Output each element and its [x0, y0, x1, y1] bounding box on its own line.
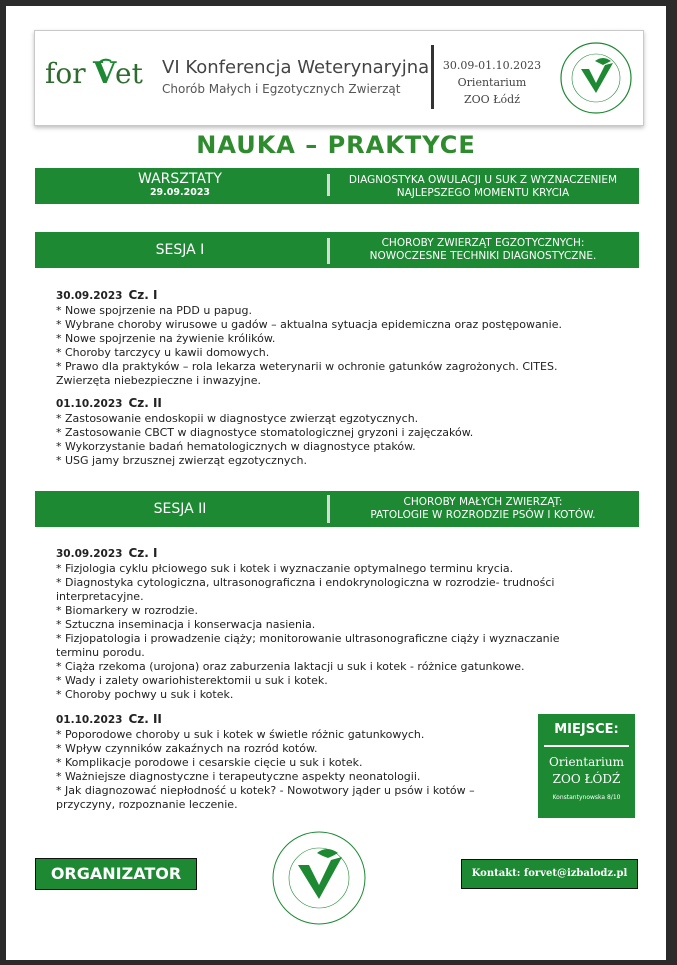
list-item: interpretacyjne. — [56, 590, 144, 603]
list-item: * Biomarkery w rozrodzie. — [56, 604, 198, 617]
list-item: * Ciąża rzekoma (urojona) oraz zaburzenia laktacji u suk i kotek - różnice gatunkowe. — [56, 660, 525, 673]
poster-page — [6, 6, 666, 960]
organizer-seal-icon — [270, 829, 368, 927]
sesja1-part1-heading — [56, 288, 586, 303]
izba-seal-icon — [559, 41, 633, 115]
header-divider — [431, 45, 434, 109]
list-item: * Choroby pochwy u suk i kotek. — [56, 688, 234, 701]
sesja1-part2-heading — [56, 396, 586, 411]
forvet-logo — [45, 53, 155, 101]
main-title: NAUKA – PRAKTYCE — [196, 131, 476, 159]
venue-name: Orientarium — [549, 755, 624, 769]
sesja2-part1 — [56, 546, 586, 702]
sesja1-topic-line1: CHOROBY ZWIERZĄT EGZOTYCZNYCH: — [381, 237, 585, 249]
warsztaty-topic-line2: NAJLEPSZEGO MOMENTU KRYCIA — [396, 187, 570, 199]
header-banner — [34, 30, 644, 126]
sesja1-label: SESJA I — [155, 242, 205, 258]
list-item: * Nowe spojrzenie na PDD u papug. — [56, 304, 252, 317]
list-item: * Choroby tarczycy u kawii domowych. — [56, 346, 270, 359]
venue-line1: Orientarium — [457, 76, 527, 89]
organizator-label: ORGANIZATOR — [35, 858, 197, 890]
sesja2-part2-label: Cz. II — [128, 712, 162, 726]
list-item: Zwierzęta niebezpieczne i inwazyjne. — [56, 374, 262, 387]
venue-divider — [544, 745, 629, 747]
bar-divider — [327, 238, 330, 264]
list-item: * Komplikacje porodowe i cesarskie cięcie u suk i kotek. — [56, 756, 363, 769]
list-item: * Fizjopatologia i prowadzenie ciąży; monitorowanie ultrasonograficzne ciąży i wyznaczanie — [56, 632, 560, 645]
list-item: terminu porodu. — [56, 646, 145, 659]
list-item: * Diagnostyka cytologiczna, ultrasonograficzna i endokrynologiczna w rozrodzie- trudności — [56, 576, 555, 589]
list-item: * Zastosowanie endoskopii w diagnostyce zwierząt egzotycznych. — [56, 412, 419, 425]
list-item: * Ważniejsze diagnostyczne i terapeutyczne aspekty neonatologii. — [56, 770, 421, 783]
sesja2-bar — [35, 491, 639, 527]
venue-zoo: ZOO ŁÓDŹ — [552, 772, 621, 786]
warsztaty-date: 29.09.2023 — [149, 187, 211, 198]
sesja1-bar — [35, 232, 639, 268]
sesja2-part1-date: 30.09.2023 — [56, 548, 123, 560]
conference-title: VI Konferencja Weterynaryjna — [162, 57, 430, 78]
conference-dates: 30.09-01.10.2023 — [442, 59, 542, 72]
list-item: * Wykorzystanie badań hematologicznych w diagnostyce ptaków. — [56, 440, 416, 453]
venue-box — [538, 714, 635, 818]
svg-text:V: V — [93, 56, 117, 91]
sesja2-topic-line1: CHOROBY MAŁYCH ZWIERZĄT: — [403, 496, 563, 508]
list-item: * Wady i zalety owariohisterektomii u suk i kotek. — [56, 674, 328, 687]
header-dates-block — [437, 57, 547, 108]
sesja1-part2-label: Cz. II — [128, 396, 162, 410]
list-item: * USG jamy brzusznej zwierząt egzotycznych. — [56, 454, 307, 467]
list-item: * Fizjologia cyklu płciowego suk i kotek i wyznaczanie optymalnego terminu krycia. — [56, 562, 514, 575]
venue-address: Konstantynowska 8/10 — [552, 794, 621, 801]
sesja1-part2 — [56, 396, 586, 468]
sesja2-label: SESJA II — [153, 501, 207, 517]
svg-text:et: et — [115, 57, 143, 90]
sesja2-part2 — [56, 712, 586, 812]
contact-box: Kontakt: forvet@izbalodz.pl — [461, 859, 638, 889]
warsztaty-topic-line1: DIAGNOSTYKA OWULACJI U SUK Z WYZNACZENIEM — [348, 174, 618, 186]
list-item: * Wpływ czynników zakaźnych na rozród kotów. — [56, 742, 318, 755]
sesja1-part1-date: 30.09.2023 — [56, 290, 123, 302]
sesja1-part2-date: 01.10.2023 — [56, 398, 123, 410]
list-item: przyczyny, rozpoznanie leczenie. — [56, 798, 238, 811]
sesja2-part1-heading — [56, 546, 586, 561]
warsztaty-bar — [35, 168, 639, 204]
sesja2-topic-line2: PATOLOGIE W ROZRODZIE PSÓW I KOTÓW. — [370, 509, 596, 521]
sesja1-topic — [333, 237, 633, 263]
list-item: * Jak diagnozować niepłodność u kotek? - Nowotwory jąder u psów i kotów – — [56, 784, 475, 797]
svg-text:for: for — [45, 57, 86, 90]
sesja2-part2-date: 01.10.2023 — [56, 714, 123, 726]
list-item: * Prawo dla praktyków – rola lekarza weterynarii w ochronie gatunków zagrożonych. CITES. — [56, 360, 558, 373]
venue-label: MIEJSCE: — [554, 722, 619, 737]
bar-divider — [327, 495, 330, 523]
sesja1-topic-line2: NOWOCZESNE TECHNIKI DIAGNOSTYCZNE. — [369, 250, 597, 262]
list-item: * Poporodowe choroby u suk i kotek w świetle różnic gatunkowych. — [56, 728, 425, 741]
sesja1-part1 — [56, 288, 586, 388]
sesja2-topic — [333, 496, 633, 522]
list-item: * Nowe spojrzenie na żywienie królików. — [56, 332, 276, 345]
sesja2-part1-label: Cz. I — [128, 546, 158, 560]
list-item: * Zastosowanie CBCT w diagnostyce stomatologicznej gryzoni i zajęczaków. — [56, 426, 474, 439]
venue-line2: ZOO Łódź — [464, 93, 520, 106]
sesja2-part2-heading — [56, 712, 586, 727]
forvet-logo-graphic — [45, 53, 155, 93]
conference-subtitle: Chorób Małych i Egzotycznych Zwierząt — [162, 82, 401, 96]
list-item: * Wybrane choroby wirusowe u gadów – aktualna sytuacja epidemiczna oraz postępowanie. — [56, 318, 562, 331]
bar-divider — [327, 174, 330, 196]
warsztaty-label: WARSZTATY — [138, 171, 222, 187]
warsztaty-topic — [333, 174, 633, 200]
warsztaty-label-block — [35, 168, 325, 198]
sesja1-part1-label: Cz. I — [128, 288, 158, 302]
list-item: * Sztuczna inseminacja i konserwacja nasienia. — [56, 618, 316, 631]
